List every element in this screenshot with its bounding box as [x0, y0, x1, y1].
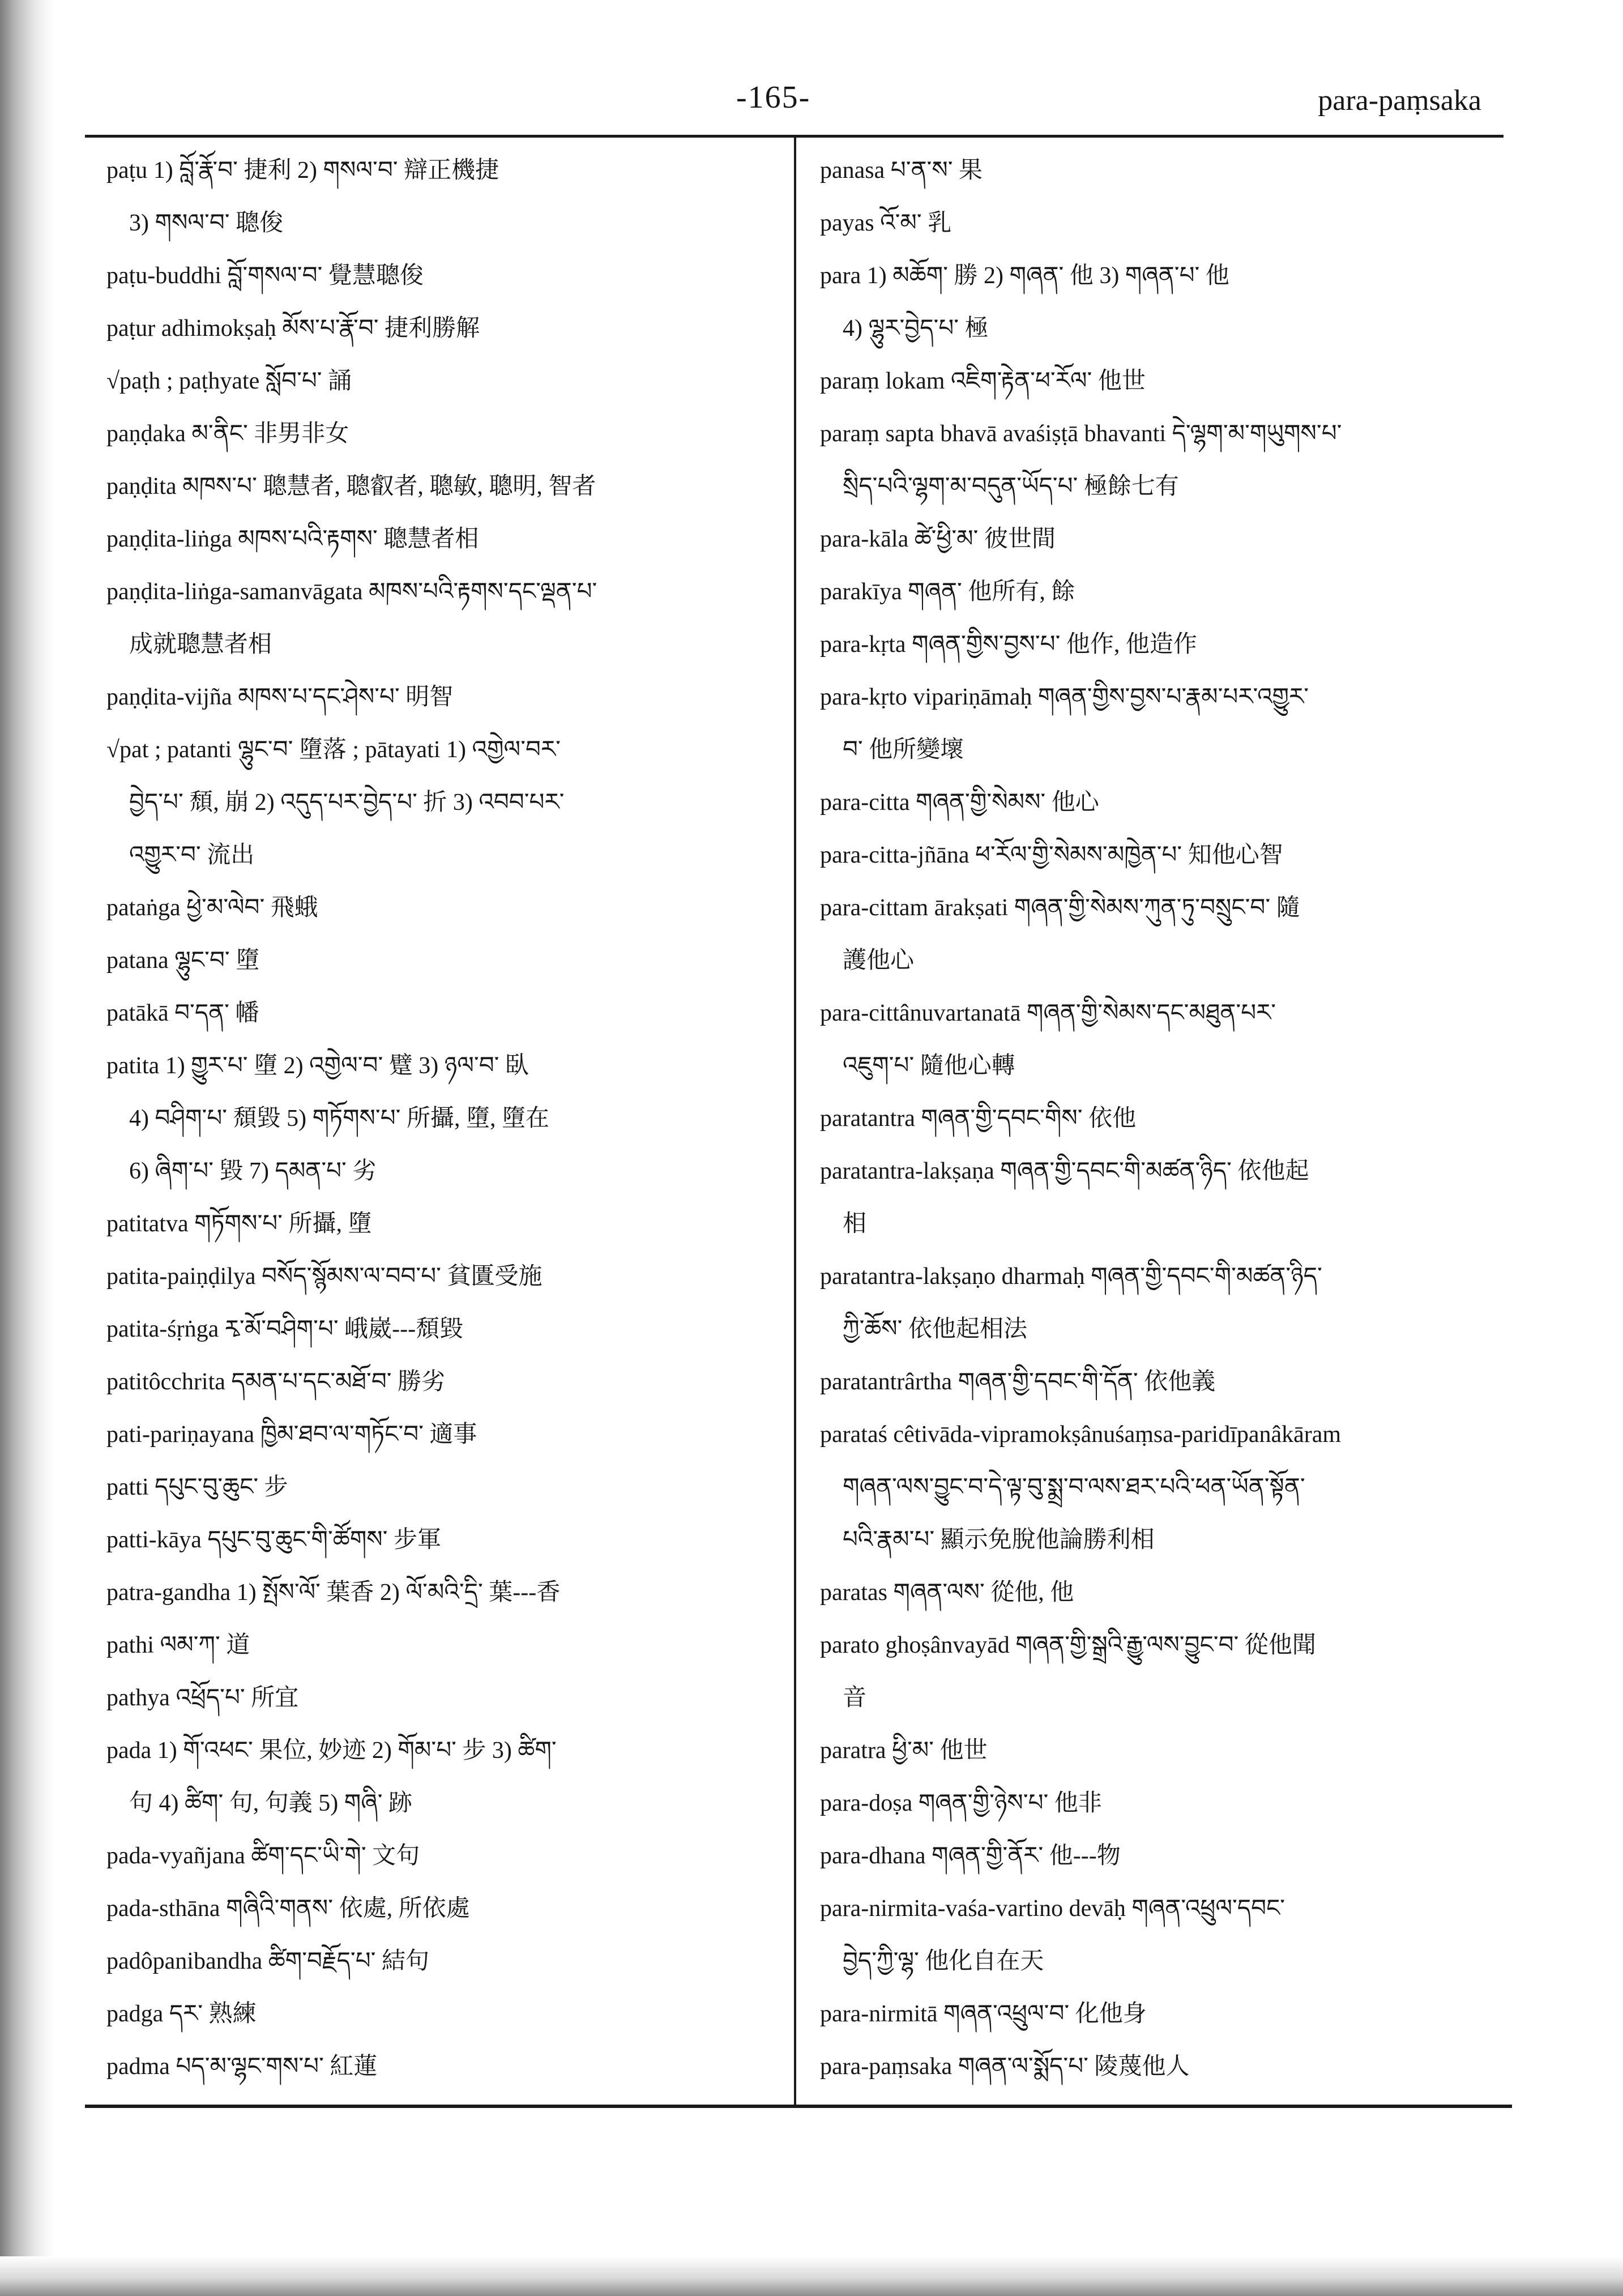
- dictionary-entry-line: patita 1) གྱུར་པ་ 墮 2) འགྱེལ་བ་ 躄 3) ཉལ་བ་ 臥: [106, 1053, 529, 1079]
- dictionary-entry-line: padma པད་མ་ལྷང་གས་པ་ 紅蓮: [106, 2054, 378, 2080]
- dictionary-entry-line: patākā བ་དན་ 幡: [106, 1000, 259, 1026]
- dictionary-entry-line: patti དཔུང་བུ་ཆུང་ 步: [106, 1474, 288, 1500]
- entry-continuation-line: 3) གསལ་བ་ 聰俊: [129, 210, 284, 236]
- dictionary-entry-line: para-cittam ārakṣati གཞན་གྱི་སེམས་ཀུན་ཏུ་བསྲུང་བ་ 隨: [820, 895, 1300, 921]
- dictionary-entry-line: parataś cêtivāda-vipramokṣânuśaṃsa-paridīpanâkāram: [820, 1422, 1342, 1448]
- bottom-rule: [85, 2105, 1512, 2108]
- left-column: [106, 144, 783, 2093]
- dictionary-entry-line: √paṭh ; paṭhyate སློབ་པ་ 誦: [106, 368, 352, 394]
- dictionary-entry-line: paratantrârtha གཞན་གྱི་དབང་གི་དོན་ 依他義: [820, 1369, 1216, 1395]
- dictionary-entry-line: para-kāla ཚེ་ཕྱི་མ་ 彼世間: [820, 526, 1056, 552]
- dictionary-entry-line: patitatva གཏོགས་པ་ 所攝, 墮: [106, 1211, 372, 1237]
- entry-continuation-line: འགྱུར་བ་ 流出: [129, 842, 255, 868]
- dictionary-entry-line: patitôcchrita དམན་པ་དང་མཐོ་བ་ 勝劣: [106, 1369, 446, 1395]
- dictionary-entry-line: padôpanibandha ཚིག་བརྗོད་པ་ 結句: [106, 1948, 429, 1974]
- entry-continuation-line: འཇུག་པ་ 隨他心轉: [843, 1053, 1015, 1079]
- entry-continuation-line: 6) ཞིག་པ་ 毀 7) དམན་པ་ 劣: [129, 1158, 377, 1184]
- entry-continuation-line: 句 4) ཚིག་ 句, 句義 5) གཞི་ 跡: [129, 1790, 413, 1816]
- dictionary-entry-line: paṇḍita མཁས་པ་ 聰慧者, 聰叡者, 聰敏, 聰明, 智者: [106, 473, 596, 500]
- scan-shadow-bottom: [0, 2256, 1623, 2296]
- dictionary-entry-line: paṇḍita-liṅga-samanvāgata མཁས་པའི་རྟགས་དང་ལྡན་པ་: [106, 579, 597, 605]
- dictionary-entry-line: patra-gandha 1) སྤོས་ལོ་ 葉香 2) ལོ་མའི་དྲི་ 葉---香: [106, 1580, 561, 1606]
- dictionary-entry-line: para-nirmitā གཞན་འཕྲུལ་བ་ 化他身: [820, 2001, 1147, 2027]
- dictionary-entry-line: paṇḍita-liṅga མཁས་པའི་རྟགས་ 聰慧者相: [106, 526, 479, 552]
- dictionary-entry-line: para-citta-jñāna ཕ་རོལ་གྱི་སེམས་མཁྱེན་པ་ 知他心智: [820, 842, 1283, 868]
- entry-continuation-line: 4) བཤིག་པ་ 頹毀 5) གཏོགས་པ་ 所攝, 墮, 墮在: [129, 1106, 549, 1132]
- dictionary-entry-line: √pat ; patanti ལྷུང་བ་ 墮落 ; pātayati 1) འགྱེལ་བར་: [106, 737, 561, 763]
- dictionary-entry-line: patana ལྷུང་བ་ 墮: [106, 948, 260, 974]
- dictionary-entry-line: patti-kāya དཔུང་བུ་ཆུང་གི་ཚོགས་ 步軍: [106, 1527, 441, 1553]
- dictionary-entry-line: paṇḍaka མ་ནིང་ 非男非女: [106, 421, 349, 447]
- dictionary-entry-line: para-kṛta གཞན་གྱིས་བྱས་པ་ 他作, 他造作: [820, 631, 1197, 658]
- dictionary-entry-line: pada 1) གོ་འཕང་ 果位, 妙迹 2) གོམ་པ་ 步 3) ཚིག་: [106, 1738, 557, 1764]
- entry-continuation-line: བྱེད་ཀྱི་ལྷ་ 他化自在天: [843, 1948, 1044, 1974]
- dictionary-entry-line: pada-sthāna གཞིའི་གནས་ 依處, 所依處: [106, 1896, 470, 1922]
- dictionary-entry-line: paṭu 1) བློ་རྣོ་བ་ 捷利 2) གསལ་བ་ 辯正機捷: [106, 157, 499, 183]
- dictionary-entry-line: paṇḍita-vijña མཁས་པ་དང་ཤེས་པ་ 明智: [106, 684, 454, 710]
- entry-continuation-line: བྱེད་པ་ 頹, 崩 2) འདུད་པར་བྱེད་པ་ 折 3) འབབ་པར་: [129, 789, 565, 816]
- dictionary-entry-line: para-citta གཞན་གྱི་སེམས་ 他心: [820, 789, 1099, 816]
- dictionary-entry-line: paratantra-lakṣaṇa གཞན་གྱི་དབང་གི་མཚན་ཉིད་ 依他起: [820, 1158, 1309, 1184]
- entry-continuation-line: གཞན་ལས་བྱུང་བ་དེ་ལྟ་བུ་སྨྲ་བ་ལས་ཐར་པའི་ཕན་ཡོན་སྟོན་: [843, 1474, 1305, 1500]
- dictionary-entry-line: panasa པ་ན་ས་ 果: [820, 157, 983, 183]
- dictionary-entry-line: paratantra-lakṣaṇo dharmaḥ གཞན་གྱི་དབང་གི་མཚན་ཉིད་: [820, 1264, 1322, 1290]
- dictionary-entry-line: para 1) མཆོག་ 勝 2) གཞན་ 他 3) གཞན་པ་ 他: [820, 263, 1229, 289]
- page-number: -165-: [736, 80, 811, 115]
- entry-continuation-line: སྲིད་པའི་ལྷག་མ་བདུན་ཡོད་པ་ 極餘七有: [843, 473, 1179, 500]
- entry-continuation-line: ཀྱི་ཆོས་ 依他起相法: [843, 1316, 1027, 1342]
- column-divider: [794, 135, 796, 2108]
- dictionary-entry-line: paraṃ sapta bhavā avaśiṣṭā bhavanti དེ་ལྷག་མ་གཡུགས་པ་: [820, 421, 1342, 447]
- dictionary-entry-line: paṭur adhimokṣaḥ མོས་པ་རྣོ་བ་ 捷利勝解: [106, 315, 480, 342]
- dictionary-entry-line: para-paṃsaka གཞན་ལ་སྨོད་པ་ 陵蔑他人: [820, 2054, 1190, 2080]
- entry-continuation-line: བ་ 他所變壞: [843, 737, 964, 763]
- entry-continuation-line: 音: [843, 1685, 867, 1711]
- dictionary-entry-line: payas འོ་མ་ 乳: [820, 210, 952, 236]
- dictionary-entry-line: paratra ཕྱི་མ་ 他世: [820, 1738, 988, 1764]
- entry-continuation-line: པའི་རྣམ་པ་ 顯示免脫他論勝利相: [843, 1527, 1155, 1553]
- dictionary-entry-line: para-kṛto vipariṇāmaḥ གཞན་གྱིས་བྱས་པ་རྣམ་པར་འགྱུར་: [820, 684, 1309, 710]
- dictionary-entry-line: pathi ལམ་ཀ་ 道: [106, 1632, 250, 1658]
- dictionary-entry-line: para-dhana གཞན་གྱི་ནོར་ 他---物: [820, 1843, 1121, 1869]
- dictionary-entry-line: parakīya གཞན་ 他所有, 餘: [820, 579, 1075, 605]
- scan-shadow-left: [0, 0, 54, 2296]
- dictionary-entry-line: para-cittânuvartanatā གཞན་གྱི་སེམས་དང་མཐུན་པར་: [820, 1000, 1276, 1026]
- dictionary-entry-line: pathya འཕྲོད་པ་ 所宜: [106, 1685, 299, 1711]
- entry-continuation-line: 護他心: [843, 948, 915, 974]
- dictionary-entry-line: paṭu-buddhi བློ་གསལ་བ་ 覺慧聰俊: [106, 263, 424, 289]
- dictionary-entry-line: patita-śṛṅga རྭ་མོ་བཤིག་པ་ 峨崴---頹毀: [106, 1316, 464, 1342]
- entry-continuation-line: 4) ལྷུར་བྱེད་པ་ 極: [843, 315, 989, 342]
- running-head: para-paṃsaka: [1318, 84, 1481, 117]
- dictionary-entry-line: para-nirmita-vaśa-vartino devāḥ གཞན་འཕྲུལ་དབང་: [820, 1896, 1285, 1922]
- dictionary-entry-line: pada-vyañjana ཚིག་དང་ཡི་གེ་ 文句: [106, 1843, 420, 1869]
- dictionary-entry-line: patita-paiṇḍilya བསོད་སྙོམས་ལ་བབ་པ་ 貧匱受施: [106, 1264, 543, 1290]
- dictionary-entry-line: paraṃ lokam འཇིག་རྟེན་ཕ་རོལ་ 他世: [820, 368, 1146, 394]
- entry-continuation-line: 成就聰慧者相: [129, 631, 272, 658]
- dictionary-entry-line: pati-pariṇayana ཁྱིམ་ཐབ་ལ་གཏོང་བ་ 適事: [106, 1422, 477, 1448]
- dictionary-entry-line: paratantra གཞན་གྱི་དབང་གིས་ 依他: [820, 1106, 1137, 1132]
- right-column: [820, 144, 1500, 2093]
- dictionary-entry-line: paratas གཞན་ལས་ 從他, 他: [820, 1580, 1074, 1606]
- entry-continuation-line: 相: [843, 1211, 867, 1237]
- dictionary-entry-line: padga དར་ 熟練: [106, 2001, 257, 2027]
- dictionary-entry-line: parato ghoṣânvayād གཞན་གྱི་སྒྲའི་རྒྱུ་ལས་བྱུང་བ་ 從他聞: [820, 1632, 1316, 1658]
- dictionary-entry-line: para-doṣa གཞན་གྱི་ཉེས་པ་ 他非: [820, 1790, 1102, 1816]
- dictionary-entry-line: pataṅga ཕྱེ་མ་ལེབ་ 飛蛾: [106, 895, 318, 921]
